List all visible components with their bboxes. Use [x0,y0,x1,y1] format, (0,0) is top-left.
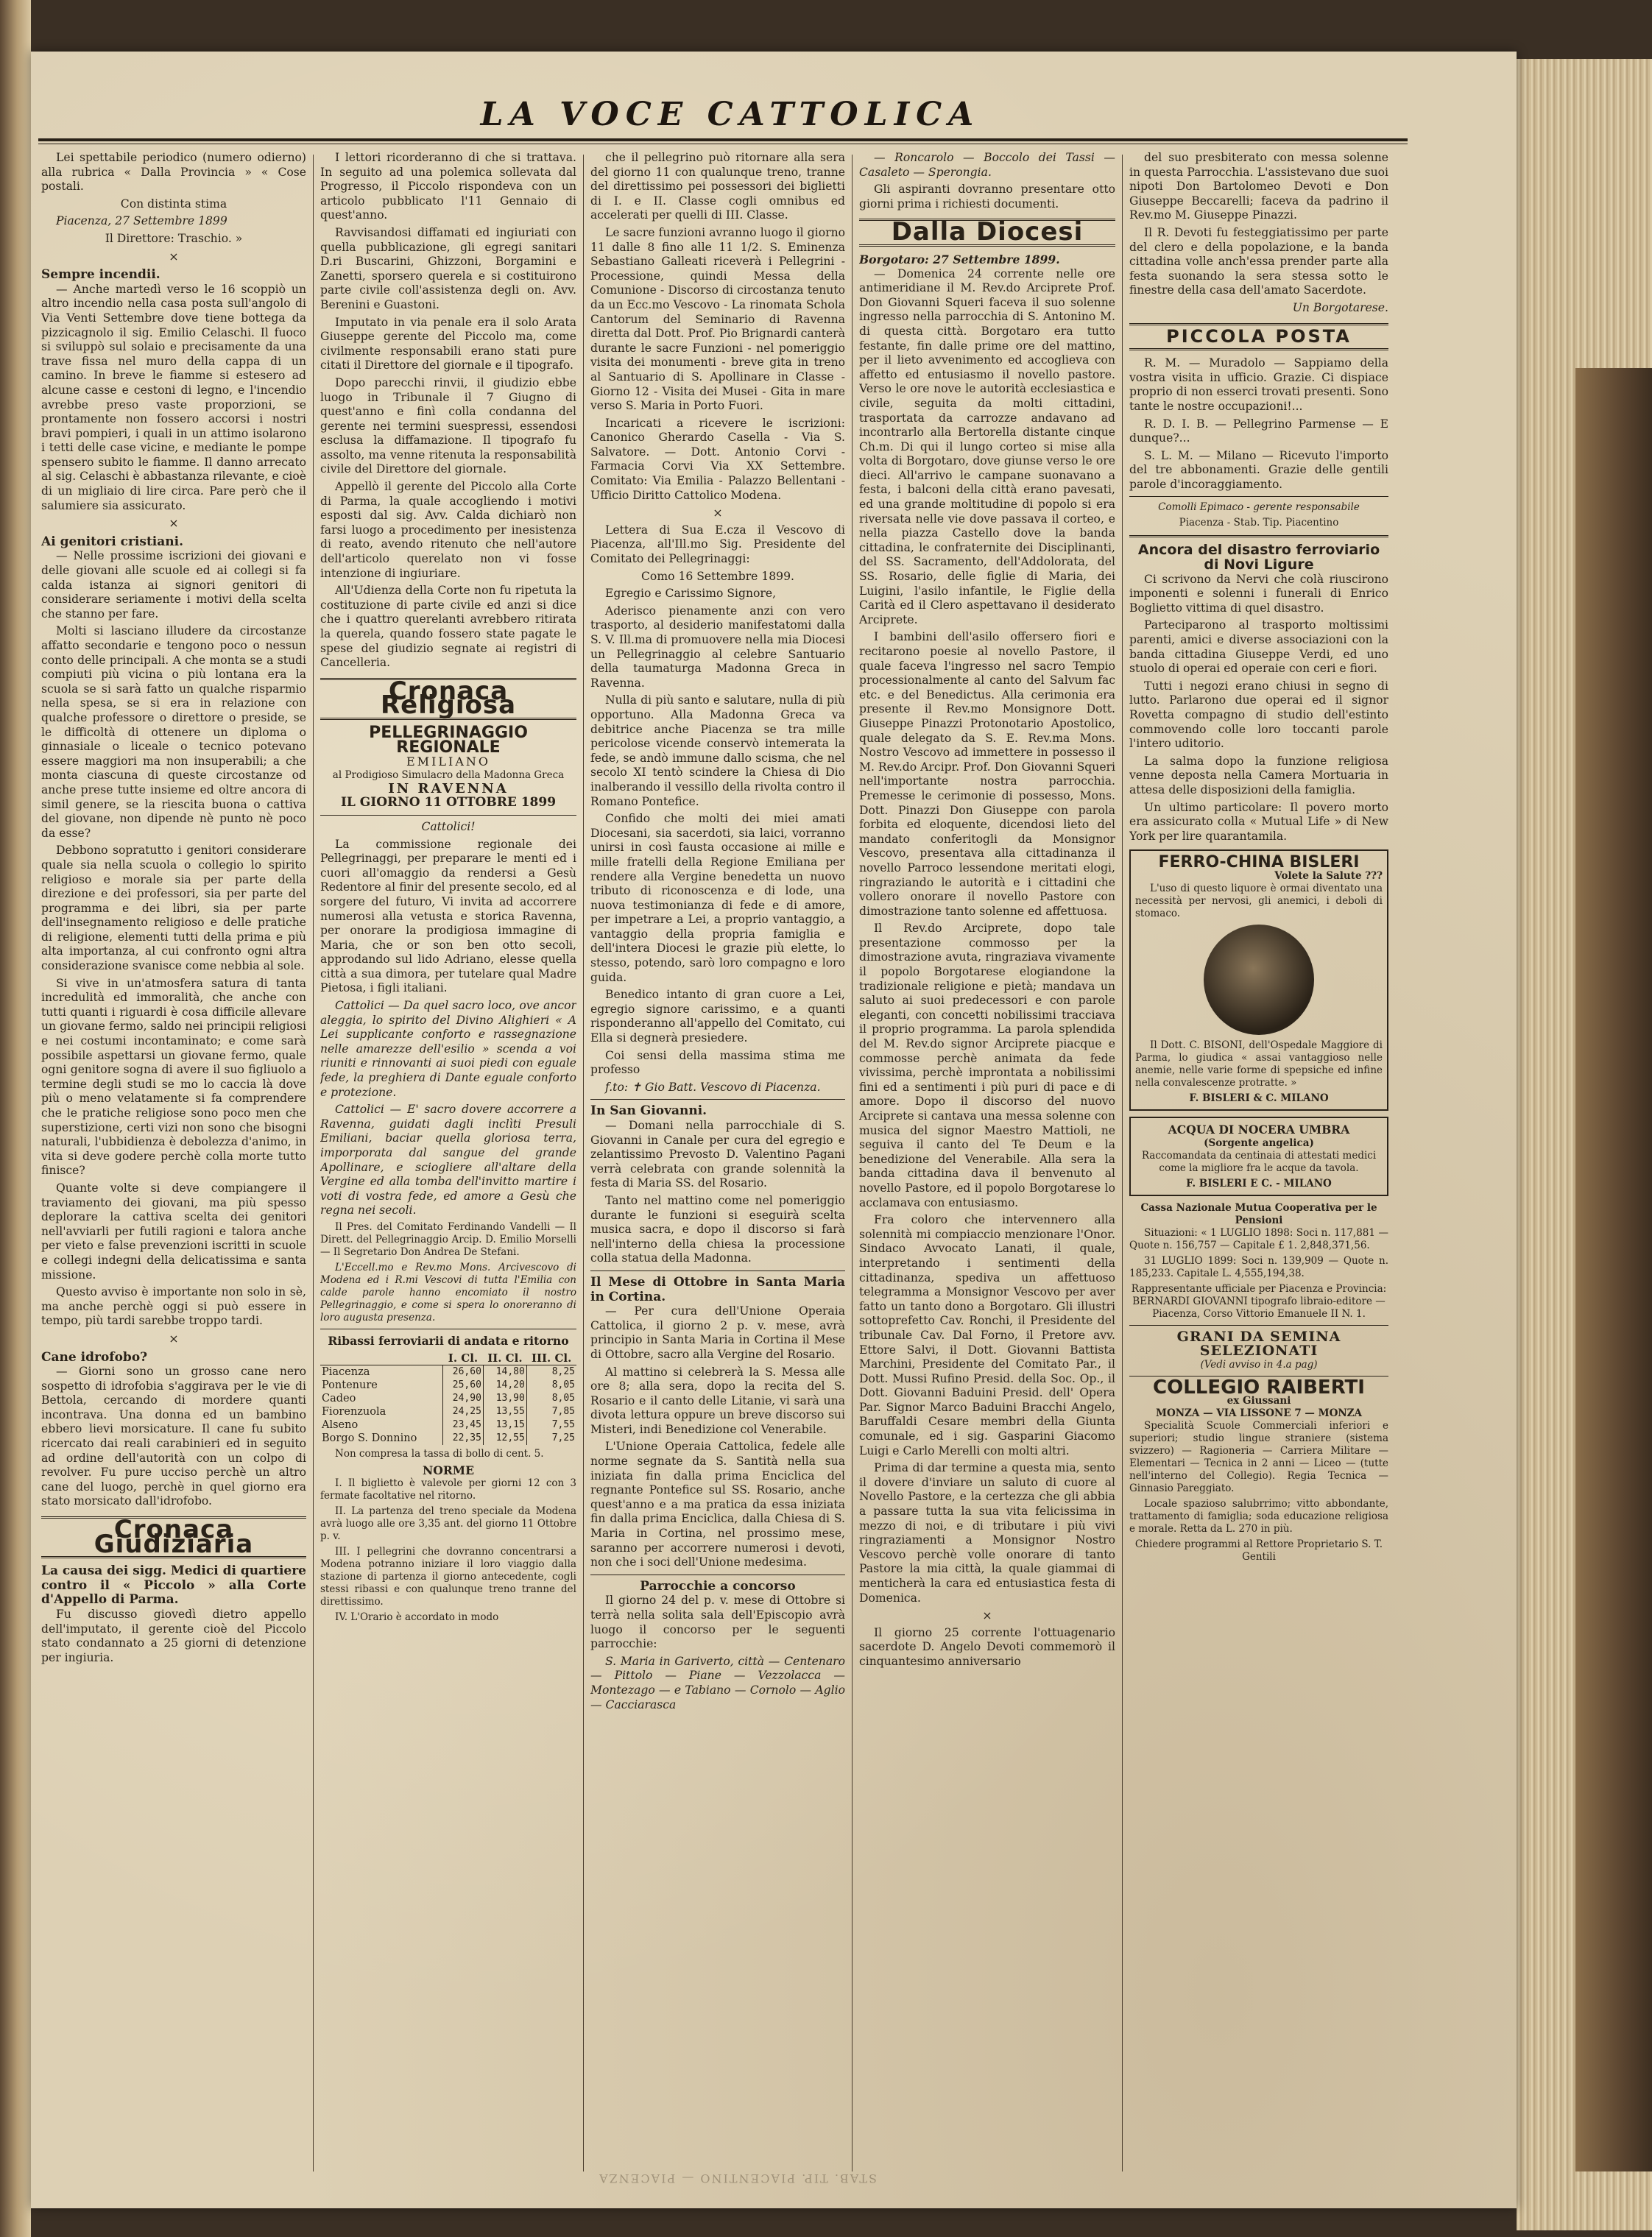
pilgrimage-location: IN RAVENNA [388,780,509,796]
table-cell: 8,05 [526,1379,576,1392]
pilgrimage-subtitle: al Prodigioso Simulacro della Madonna Greca [332,768,565,781]
bisleri-lion-illustration [1204,925,1314,1035]
mailbox-item: S. L. M. — Milano — Ricevuto l'importo del tre abbonamenti. Grazie delle gentili parole d'incoraggiamento. [1129,448,1388,491]
advert-text: Il Dott. C. BISONI, dell'Ospedale Maggiore di Parma, lo giudica « assai vantaggioso nelle anemie, nelle varie forme di spepsiche ed infine nella convalescenze protratte. » [1135,1039,1383,1089]
table-cell: 14,80 [483,1365,526,1379]
advert-text: Locale spazioso salubrrimo; vitto abbondante, trattamento di famiglia; soda educazione religiosa e morale. Retta da L. 270 in più. [1129,1498,1388,1535]
column-rule [1122,155,1123,2171]
table-note: Non compresa la tassa di bollo di cent. 5. [335,1447,544,1460]
table-row [320,1405,576,1418]
section-header [859,219,1115,247]
article-text: La salma dopo la funzione religiosa venne deposta nella Camera Mortuaria in attesa delle disposizioni della famiglia. [1129,754,1388,796]
article-text: Lettera di Sua E.cza il Vescovo di Piacenza, all'Ill.mo Sig. Presidente del Comitato dei Pellegrinaggi: [590,523,845,566]
advert-address: MONZA — VIA LISSONE 7 — MONZA [1156,1407,1362,1420]
advert-text: Specialità Scuole Commerciali inferiori e superiori; studio lingue straniere (sistema svizzero) — Ragioneria — Carriera Militare — Elementari — Tecnica in 2 anni — Liceo — (tutte nell'interno del Collegio). Regia Tecnica — Ginnasio Pareggiato. [1129,1420,1388,1495]
article-text: Tutti i negozi erano chiusi in segno di lutto. Parlarono due operai ed il signor Rovetta compagno di studio dell'estinto commovendo colle loro toccanti parole l'intero uditorio. [1129,679,1388,751]
table-cell: Piacenza [322,1365,370,1378]
divider [590,1099,845,1100]
article-heading: Ai genitori cristiani. [41,534,184,549]
advert-subtitle: ex Giussani [1226,1395,1291,1407]
article-text: Si vive in un'atmosfera satura di tanta incredulità ed immoralità, che anche con tutti quanti i riguardi è cosa difficile allevare un giovane fermo, saldo nei principii religiosi e nei costumi incontaminato; e come sarà possibile aspettarsi un giovane fermo, quale ogni genitore sogna di avere il suo figliuolo a termine degli studi se mo lo caccia là dove più o meno velatamente si fa comprendere che le pratiche religiose sono poco men che superstizione, certi vizi non sono che bisogni naturali, l'ubbidienza è debolezza d'animo, in vita si deve godere perchè colla morte tutto finisce? [41,976,306,1178]
divider [1129,496,1388,497]
article-text: Dopo parecchi rinvii, il giudizio ebbe luogo in Tribunale il 7 Giugno di quest'anno e finì colla condanna del gerente nei termini suespressi, essendosi esclusa la diffamazione. Il tipografo fu assolto, ma venne ritenuta la responsabilità civile del Direttore del giornale. [320,375,576,476]
advert-text: Rappresentante ufficiale per Piacenza e Provincia: BERNARDI GIOVANNI tipografo libraio-editore — Piacenza, Corso Vittorio Emanuele II N. 1. [1131,1282,1387,1320]
table-cell: 12,55 [483,1432,526,1445]
article-text: Le sacre funzioni avranno luogo il giorno 11 dalle 8 fino alle 11 1/2. S. Eminenza Sebastiano Galleati riceverà i Pellegrini - Processione, quindi Messa della Comunione - Discorso di circostanza tenuto da un Ecc.mo Vescovo - La rinomata Schola Cantorum del Seminario di Ravenna diretta dal Dott. Prof. Pio Brignardi canterà durante le sacre Funzioni - nel pomeriggio visita dei monumenti - breve gita in treno al Santuario di S. Apollinare in Classe - Giorno 12 - Visita dei Musei - Gita in mare verso S. Maria in Porto Fuori. [590,225,845,413]
pilgrimage-subtitle: EMILIANO [406,754,490,769]
advert-title: FERRO-CHINA BISLERI [1158,853,1360,872]
article-heading: Il Mese di Ottobre in Santa Maria in Cortina. [590,1274,845,1304]
article-text: Quante volte si deve compiangere il traviamento dei giovani, ma più spesso deplorare la cattiva scelta dei genitori nell'avviarli per futili ragioni e talora anche per vieto e false prevenzioni iscritti in scuole e collegi indegni della delicatissima e santa missione. [41,1181,306,1282]
table-cell: Cadeo [322,1392,356,1404]
article-text: Piacenza, 27 Settembre 1899 [56,214,227,228]
article-heading: La causa dei sigg. Medici di quartiere contro il « Piccolo » alla Corte d'Appello di Parma. [41,1563,306,1608]
article-text: L'Eccell.mo e Rev.mo Mons. Arcivescovo di Modena ed i R.mi Vescovi di tutta l'Emilia con calde parole hanno encomiato il nostro Pellegrinaggio, e come si spera lo onoreranno di loro augusta presenza. [320,1261,576,1324]
article-text: Cattolici — Da quel sacro loco, ove ancor aleggia, lo spirito del Divino Alighieri « A Lei supplicante conforto e rassegnazione nelle amarezze dell'esilio » scenda a voi riuniti e rinnovanti ai suoi piedi con eguale fede, la preghiera di Dante eguale conforto e protezione. [320,999,576,1099]
section-header [320,678,576,720]
article-text: Il giorno 25 corrente l'ottuagenario sacerdote D. Angelo Devoti commemorò il cinquantesimo anniversario [859,1625,1115,1668]
table-cell: 13,55 [483,1405,526,1418]
article-text: Prima di dar termine a questa mia, sento il dovere d'inviare un saluto di cuore al Novello Pastore, e la certezza che gli abbia a passare tutta la sua vita felicissima in mezzo di noi, e di tributare i più vivi ringraziamenti a Monsignor Nostro Vescovo perchè volle onorare di tanto Pastore la mia città, la quale giammai di menticherà la cara ed entusiastica festa di Domenica. [859,1461,1115,1605]
article-text: Lei spettabile periodico (numero odierno) alla rubrica « Dalla Provincia » « Cose postali. [41,151,306,194]
article-text: Ci scrivono da Nervi che colà riuscirono imponenti e solenni i funerali di Enrico Boglietto vittima di quel disastro. [1129,572,1388,615]
article-text: — Nelle prossime iscrizioni dei giovani e delle giovani alle scuole ed ai collegi si fa calda istanza ai signori genitori di considerare seriamente i motivi della scelta che stanno per fare. [41,549,306,621]
separator: × [713,506,723,520]
article-text: Al mattino si celebrerà la S. Messa alle ore 8; alla sera, dopo la recita del S. Rosario e il canto delle Litanie, vi sarà una divota lettura oppure un breve discorso sui Misteri, indi Benedizione col Venerabile. [590,1365,845,1436]
imprint-line: Comolli Epimaco - gerente responsabile [1158,501,1360,514]
article-text: Debbono sopratutto i genitori considerare quale sia nella scuola o collegio lo spirito religioso e morale sia per parte della direzione e dei professori, sia per parte del programma e dei libri, sia per parte dell'insegnamento religioso e delle pratiche di religione, elementi tutti della prima e più alta importanza, al cui confronto ogni altra considerazione svanisce come nebbia al sole. [41,844,306,973]
column-3 [590,151,845,2183]
article-text: Como 16 Settembre 1899. [641,569,794,583]
article-heading: In San Giovanni. [590,1103,707,1119]
binding-right-edge [1575,368,1652,2171]
rules-title: NORME [423,1463,474,1477]
column-rule [583,155,584,2171]
library-stamp: STAB. TIP. PIACENTINO — PIACENZA [598,2171,878,2185]
table-row [320,1418,576,1432]
table-header [320,1351,443,1365]
rule-item: III. I pellegrini che dovranno concentrarsi a Modena potranno iniziare il loro viaggio dalla stazione di partenza il giorno antecedente, cogli stessi ribassi e con qualunque treno tranne del direttissimo. [320,1546,576,1608]
article-text: Nulla di più santo e salutare, nulla di più opportuno. Alla Madonna Greca va debitrice anche Piacenza se tra mille pericolose vicende conservò intemerata la fede, se andò immune dallo scisma, che nel secolo XI tentò scindere la Chiesa di Dio inalberando il vessillo della rivolta contro il Romano Pontefice. [590,693,845,808]
table-row [320,1432,576,1445]
article-text: Fu discusso giovedì dietro appello dell'imputato, il gerente cioè del Piccolo stato condannato a 25 giorni di detenzione per ingiuria. [41,1608,306,1664]
pilgrimage-title: PELLEGRINAGGIO REGIONALE [369,723,528,757]
divider [320,815,576,816]
separator: × [169,1331,179,1346]
advert-text: Chiedere programmi al Rettore Proprietario S. T. Gentili [1134,1538,1383,1563]
table-cell: 22,35 [443,1432,484,1445]
divider [1129,1325,1388,1326]
table-cell: Pontenure [322,1379,378,1391]
article-text: Imputato in via penale era il solo Arata Giuseppe gerente del Piccolo ma, come civilmente responsabili erano stati pure citati il Direttore del giornale e il tipografo. [320,315,576,372]
section-title: Cronaca Giudiziaria [93,1515,254,1559]
article-text: I bambini dell'asilo offersero fiori e recitarono poesie al novello Pastore, il quale faceva l'ingresso nel sacro Tempio processionalmente al canto del Salvum fac etc. e del Benedictus. Alla cerimonia era presente il Rev.mo Monsignore Dott. Giuseppe Pinazzi Protonotario Apostolico, quale delegato da S. E. Rev.ma Mons. Nostro Vescovo ad immettere in possesso il M. Rev.do Arcipr. Prof. Don Giovanni Squeri nell'importante nostra parrocchia. Premesse le cerimonie di possesso, Mons. Dott. Pinazzi Don Giuseppe con parola forbita ed eloquente, dicendosi lieto del mandato conferitogli da Monsignor Vescovo, presentava alla cittadinanza il novello Parroco lessendone meritati elogi, ringraziando le autorità e i cittadini che vollero onorare il novello Pastore con dimostrazione tanto solenne ed affettuosa. [859,630,1115,918]
article-heading: Sempre incendii. [41,267,160,283]
advert-title: COLLEGIO RAIBERTI [1153,1376,1365,1399]
article-text: La commissione regionale dei Pellegrinaggi, per preparare le menti ed i cuori all'omaggio da rendersi a Gesù Redentore al finir del presente secolo, ed al sorgere del futuro, Vi invita ad accorrere numerosi alla vetusta e storica Ravenna, per onorare la prodigiosa immagine di Maria, che or son ben otto secoli, approdando sul lido Adriano, elesse quella città a sua dimora, per tutelare qual Madre Pietosa, i figli italiani. [320,837,576,995]
table-cell: 8,05 [526,1392,576,1405]
table-cell: 23,45 [443,1418,484,1432]
article-text: Benedico intanto di gran cuore a Lei, egregio signore carissimo, e a quanti risponderanno all'appello del Comitato, cui Ella si degnerà presiedere. [590,988,845,1045]
article-text: Ravvisandosi diffamati ed ingiuriati con quella pubblicazione, gli egregi sanitari D.ri Buscarini, Ghizzoni, Borgamini e Zanetti, sporsero querela e si costituirono parte civile coll'assistenza degli on. Avv. Berenini e Guastoni. [320,225,576,311]
article-text: Molti si lasciano illudere da circostanze affatto secondarie e tengono poco o nessun conto delle principali. A che monta se a studi compiuti più vicina o più lontana era la scuola se si sarà fatto un qualche risparmio nella spesa, se si era in relazione con qualche professore o direttore o preside, se le difficoltà di ottenere un diploma o ginnasiale o liceale o tecnico potevano essere maggiori ma non insuperabili; a che monta ciascuna di queste circostanze od anche prese tutte insieme ed oltre ancora di simil genere, se la riescita buona o cattiva del giovane, non dipende nè punto nè poco da esse? [41,624,306,840]
article-text: — Per cura dell'Unione Operaia Cattolica, il giorno 2 p. v. mese, avrà principio in Santa Maria in Cortina il Mese di Ottobre, sacro alla Vergine del Rosario. [590,1304,845,1361]
table-row [320,1379,576,1392]
advert-text: L'uso di questo liquore è ormai diventato una necessità per nervosi, gli anemici, i deboli di stomaco. [1135,882,1383,919]
article-text: — Giorni sono un grosso cane nero sospetto di idrofobia s'aggirava per le vie di Bettola, cercando di mordere quanti incontrava. Una donna ed un bambino ebbero lievi morsicature. Il cane fu subito ricercato dai reali carabinieri ed in seguito ad ordine dell'autorità con un colpo di revolver. Fu pure ucciso perchè un altro cane del luogo, perchè in quel giorno era stato morsicato dall'idrofobo. [41,1365,306,1508]
article-text: Cattolici — E' sacro dovere accorrere a Ravenna, guidati dagli inclìti Presuli Emiliani, baciar quella gloriosa terra, imporporata dal sangue del grande Apollinare, e sciogliere all'altare della Vergine ed alla tomba dell'invitto martire i voti di vostra fede, ed amore a Gesù che regna nei secoli. [320,1103,576,1218]
article-text: Aderisco pienamente anzi con vero trasporto, al desiderio manifestatomi dalla S. V. Ill.ma di promuovere nella mia Diocesi un Pellegrinaggio al celebre Santuario della taumaturga Madonna Greca in Ravenna. [590,604,845,690]
page-title: LA VOCE CATTOLICA [480,96,981,133]
table-cell: 13,15 [483,1418,526,1432]
advert-text: 31 LUGLIO 1899: Soci n. 139,909 — Quote n. 185,233. Capitale L. 4,555,194,38. [1129,1254,1388,1279]
imprint-line: Piacenza - Stab. Tip. Piacentino [1179,517,1339,529]
fares-table [320,1351,576,1445]
article-text: Gli aspiranti dovranno presentare otto giorni prima i richiesti documenti. [859,183,1115,211]
article-text: Incaricati a ricevere le iscrizioni: Canonico Gherardo Casella - Via S. Salvatore. — Dott. Antonio Corvi - Farmacia Corvi Via XX Settembre. Comitato: Via Emilia - Palazzo Bellentani - Ufficio Diritto Cattolico Modena. [590,416,845,502]
masthead [31,52,1430,132]
article-text: Cattolici! [421,819,476,833]
advert-brand: F. BISLERI E C. - MILANO [1186,1177,1332,1190]
section-header [41,1516,306,1558]
table-cell: 13,90 [483,1392,526,1405]
article-text: Il giorno 24 del p. v. mese di Ottobre si terrà nella solita sala dell'Episcopio avrà luogo il concorso per le seguenti parrocchie: [590,1594,845,1651]
article-text: Egregio e Carissimo Signore, [605,587,777,601]
signature: Un Borgotarese. [1292,300,1388,314]
table-header: I. Cl. [443,1351,484,1365]
article-text: del suo presbiterato con messa solenne in questa Parrocchia. L'assistevano due suoi nipoti Don Bartolomeo Devoti e Don Giuseppe Beccarelli; faceva da padrino il Rev.mo M. Giuseppe Pinazzi. [1129,151,1388,222]
section-title: Dalla Diocesi [891,217,1084,247]
article-text: Fra coloro che intervennero alla solennità mi compiaccio menzionare l'Onor. Sindaco Avvocato Lanati, il quale, interpretando i sentimenti della cittadinanza, spediva un affettuoso telegramma a Monsignor Vescovo per aver fatto un tanto dono a Borgotaro. Gli illustri sottoprefetto Cav. Ronchi, il Presidente del tribunale Cav. Dal Forno, il Pretore avv. Ettore Salvi, il Dott. Giovanni Battista Marchini, Presidente del Comitato Par., il Dott. Mussi Rufino Presid. della Soc. Op., il Dott. Giovanni Baduini Presid. dell' Opera Par. Signor Marco Baduini Bracchi Angelo, Baruffaldi Cesare membri della Giunta comunale, ed i sig. Gasparini Giacomo Luigi e Carlo Merelli con molti altri. [859,1213,1115,1457]
advert-subtitle: (Vedi avviso in 4.a pag) [1200,1358,1318,1371]
mailbox-item: R. D. I. B. — Pellegrino Parmense — E dunque?... [1129,417,1388,445]
section-title: Cronaca Religiosa [380,676,517,721]
advert-title: GRANI DA SEMINA SELEZIONATI [1176,1328,1341,1360]
table-cell: 7,25 [526,1432,576,1445]
rule-item: IV. L'Orario è accordato in modo [335,1611,499,1624]
section-header [1129,323,1388,351]
advert-ferro-china [1129,849,1388,1111]
dateline: Borgotaro: 27 Settembre 1899. [859,252,1060,266]
table-cell: 26,60 [443,1365,484,1379]
binding-left-edge [0,0,31,2237]
section-title: PICCOLA POSTA [1166,325,1352,347]
article-text: All'Udienza della Corte non fu ripetuta la costituzione di parte civile ed anzi si dice che i quattro querelanti avrebbero ritirata la querela, quando fossero state pagate le spese del giudizio segnate ai registri di Cancelleria. [320,584,576,670]
table-title: Ribassi ferroviarii di andata e ritorno [328,1333,569,1348]
article-text: Confido che molti dei miei amati Diocesani, sia sacerdoti, sia laici, vorranno unirsi in così fausta occasione ai mille e mille fratelli della Regione Emiliana per rendere alla Vergine benedetta un nuovo tributo di riconoscenza e di lode, una nuova testimonianza di fede e di amore, per impetrare a Lei, a proprio vantaggio, a vantaggio della propria famiglia e dell'intera Diocesi le grazie più elette, lo stesso, potendo, sarò loro compagno e loro guida. [590,812,845,984]
column-rule [313,155,314,2171]
article-text: — Roncarolo — Boccolo dei Tassi — Casaleto — Sperongia. [859,151,1115,179]
separator: × [169,516,179,531]
rule-item: I. Il biglietto è valevole per giorni 12 con 3 fermate facoltative nel ritorno. [320,1477,576,1502]
article-heading: Parrocchie a concorso [640,1578,796,1594]
article-text: Il Rev.do Arciprete, dopo tale presentazione commosso per la dimostrazione avuta, ringraziava vivamente il popolo Borgotarese elogiandone la tradizionale religione e pietà; mandava un saluto ai suoi predecessori e con parole eleganti, con concetti nobilissimi tracciava il proprio programma. La parola splendida del M. Rev.do signor Arciprete piacque e commosse perchè animata da fede vivissima, perchè improntata a nobilissimi fini ed a sentimenti i più puri di pace e di amore. Dopo il discorso del nuovo Arciprete si cantava una messa solenne con musica del signor Maestro Mattioli, ne seguiva il canto del Te Deum e la benedizione del Venerabile. Alla sera la banda cittadina dava il benvenuto al novello Pastore, ed il popolo Borgotarese lo acclamava con entusiasmo. [859,922,1115,1209]
article-text: Questo avviso è importante non solo in sè, ma anche perchè oggi si può essere in tempo, più tardi sarebbe troppo tardi. [41,1285,306,1328]
column-rule [852,155,853,2171]
separator: × [169,249,179,264]
table-cell: 14,20 [483,1379,526,1392]
newspaper-page [31,52,1517,2208]
pilgrimage-date: IL GIORNO 11 OTTOBRE 1899 [340,795,557,810]
column-2 [320,151,576,2183]
separator: × [982,1608,992,1623]
article-text: L'Unione Operaia Cattolica, fedele alle norme segnate da S. Santità nella sua iniziata fin dalla prima Enciclica del regnante Pontefice sul SS. Rosario, anche quest'anno e a ma pratica da essa iniziata fin dalla prima Enciclica, dalla Chiesa di S. Maria in Cortina, nel prossimo mese, saranno per accorrere numerosi i devoti, non che i soci dell'Unione medesima. [590,1440,845,1569]
table-cell: 7,55 [526,1418,576,1432]
article-heading: Ancora del disastro ferroviario di Novi Ligure [1137,542,1380,573]
advert-text: Situazioni: « 1 LUGLIO 1898: Soci n. 117,881 — Quote n. 156,757 — Capitale £ 1. 2,848,371,56. [1129,1226,1388,1251]
table-cell: Borgo S. Donnino [322,1432,417,1444]
article-text: Il Pres. del Comitato Ferdinando Vandelli — Il Dirett. del Pellegrinaggio Arcip. D. Emilio Morselli — Il Segretario Don Andrea De Stefani. [320,1220,576,1258]
article-text: Con distinta stima [120,197,227,211]
advert-title: Cassa Nazionale Mutua Cooperativa per le Pensioni [1140,1201,1377,1226]
article-text: S. Maria in Gariverto, città — Centenaro — Pittolo — Piane — Vezzolacca — Montezago — e Tabiano — Cornolo — Aglio — Cacciarasca [590,1654,845,1711]
column-4 [859,151,1115,2183]
rule-item: II. La partenza del treno speciale da Modena avrà luogo alle ore 3,35 ant. del giorno 11 Ottobre p. v. [320,1505,576,1543]
article-text: che il pellegrino può ritornare alla sera del giorno 11 con qualunque treno, tranne del direttissimo pei possessori dei biglietti di I. e II. Classe cogli omnibus ed accelerati per quelli di III. Classe. [590,151,845,222]
table-cell: 25,60 [443,1379,484,1392]
article-text: — Domani nella parrocchiale di S. Giovanni in Canale per cura del egregio e zelantissimo Prevosto D. Valentino Pagani verrà celebrata con grande solennità la festa di Maria SS. del Rosario. [590,1119,845,1190]
advert-subtitle: (Sorgente angelica) [1204,1137,1314,1149]
advert-brand: F. BISLERI & C. MILANO [1189,1092,1329,1104]
article-text: I lettori ricorderanno di che si trattava. In seguito ad una polemica sollevata dal Progresso, il Piccolo rispondeva con un articolo pubblicato l'11 Gennaio di quest'anno. [320,151,576,222]
article-text: — Domenica 24 corrente nelle ore antimeridiane il M. Rev.do Arciprete Prof. Don Giovanni Squeri faceva il suo solenne ingresso nella parrocchia di S. Antonino M. di questa città. Borgotaro era tutto festante, fin dalle prime ore del mattino, per il lieto avvenimento ed accoglieva con affetto ed entusiasmo il novello pastore. Verso le ore nove le autorità ecclesiastica e civile, seguita da molti cittadini, trasportata da carrozze andavano ad incontrarlo alla Bertorella distante cinque Ch.m. Di qui il lungo corteo si mise alla volta di Borgotaro, dove giunse verso le ore dieci. All'arrivo le campane suonavano a festa, i balconi della città erano pavesati, ed una grande moltitudine di popolo si era riversata nelle vie dove passava il corteo, e nella piazza Castello dove la banda cittadina, le confraternite dei Disciplinanti, del SS. Sacramento, dell'Addolorata, del SS. Rosario, delle figlie di Maria, dei Luigini, l'asilo infantile, le Figlie della Carità ed il Clero aspettavano il desiderato Arciprete. [859,266,1115,626]
article-text: Il Direttore: Traschio. » [105,231,243,245]
article-text: — Anche martedì verso le 16 scoppiò un altro incendio nella casa posta sull'angolo di Via Venti Settembre dove tiene bottega da pizzicagnolo il sig. Emilio Celaschi. Il fuoco si sviluppò sul solaio e precisamente da una trave fissa nel muro della cappa di un camino. In breve le fiamme si estesero ad alcune casse e cestoni di legno, e l'incendio avrebbe preso vaste proporzioni, se prontamente non fossero accorsi i nostri bravi pompieri, i quali in un attimo isolarono i tetti delle case vicine, e mediante le pompe spensero subito le fiamme. Il danno arrecato al sig. Celaschi è abbastanza rilevante, e cioè di un migliaio di lire circa. Pare però che il salumiere sia assicurato. [41,282,306,512]
table-cell: 8,25 [526,1365,576,1379]
table-cell: 7,85 [526,1405,576,1418]
table-cell: 24,90 [443,1392,484,1405]
article-text: Il R. Devoti fu festeggiatissimo per parte del clero e della popolazione, e la banda cittadina volle anch'essa prender parte alla festa suonando la sera stessa sotto le finestre della casa dell'amato Sacerdote. [1129,225,1388,297]
article-text: Tanto nel mattino come nel pomeriggio durante le funzioni si eseguirà scelta musica sacra, e dopo il discorso si farà nell'interno della chiesa la processione colla statua della Madonna. [590,1193,845,1265]
column-5 [1129,151,1388,2183]
mailbox-item: R. M. — Muradolo — Sappiamo della vostra visita in ufficio. Grazie. Ci dispiace proprio di non esserci trovati presenti. Sono tante le nostre occupazioni!... [1129,356,1388,413]
table-cell: Alseno [322,1418,359,1431]
advert-text: Raccomandata da centinaia di attestati medici come la migliore fra le acque da tavola. [1141,1149,1377,1174]
masthead-rule [38,138,1408,144]
table-cell: Fiorenzuola [322,1405,386,1418]
table-header: II. Cl. [483,1351,526,1365]
advert-title: ACQUA DI NOCERA UMBRA [1168,1122,1350,1137]
table-header: III. Cl. [526,1351,576,1365]
table-row [320,1392,576,1405]
signature: f.to: ✝ Gio Batt. Vescovo di Piacenza. [605,1080,821,1094]
advert-subtitle: Volete la Salute ??? [1274,869,1383,882]
article-heading: Cane idrofobo? [41,1349,148,1365]
table-header-row [320,1351,576,1365]
article-text: Coi sensi della massima stima me professo [590,1048,845,1077]
article-text: Un ultimo particolare: Il povero morto era assicurato colla « Mutual Life » di New York per lire quarantamila. [1129,800,1388,843]
advert-nocera [1129,1117,1388,1196]
article-text: Appellò il gerente del Piccolo alla Corte di Parma, la quale accogliendo i motivi esposti dal sig. Avv. Calda dichiarò non farsi luogo a procedimento per inesistenza di reato, avendo ritenuto che nell'autore dell'articolo querelato non vi fosse intenzione di ingiuriare. [320,480,576,580]
table-cell: 24,25 [443,1405,484,1418]
table-row [320,1365,576,1379]
column-1 [41,151,306,2183]
article-text: Parteciparono al trasporto moltissimi parenti, amici e diverse associazioni con la banda cittadina Giuseppe Verdi, ed uno stuolo di operai ed operaie con ceri e fiori. [1129,618,1388,676]
divider [1129,535,1388,537]
